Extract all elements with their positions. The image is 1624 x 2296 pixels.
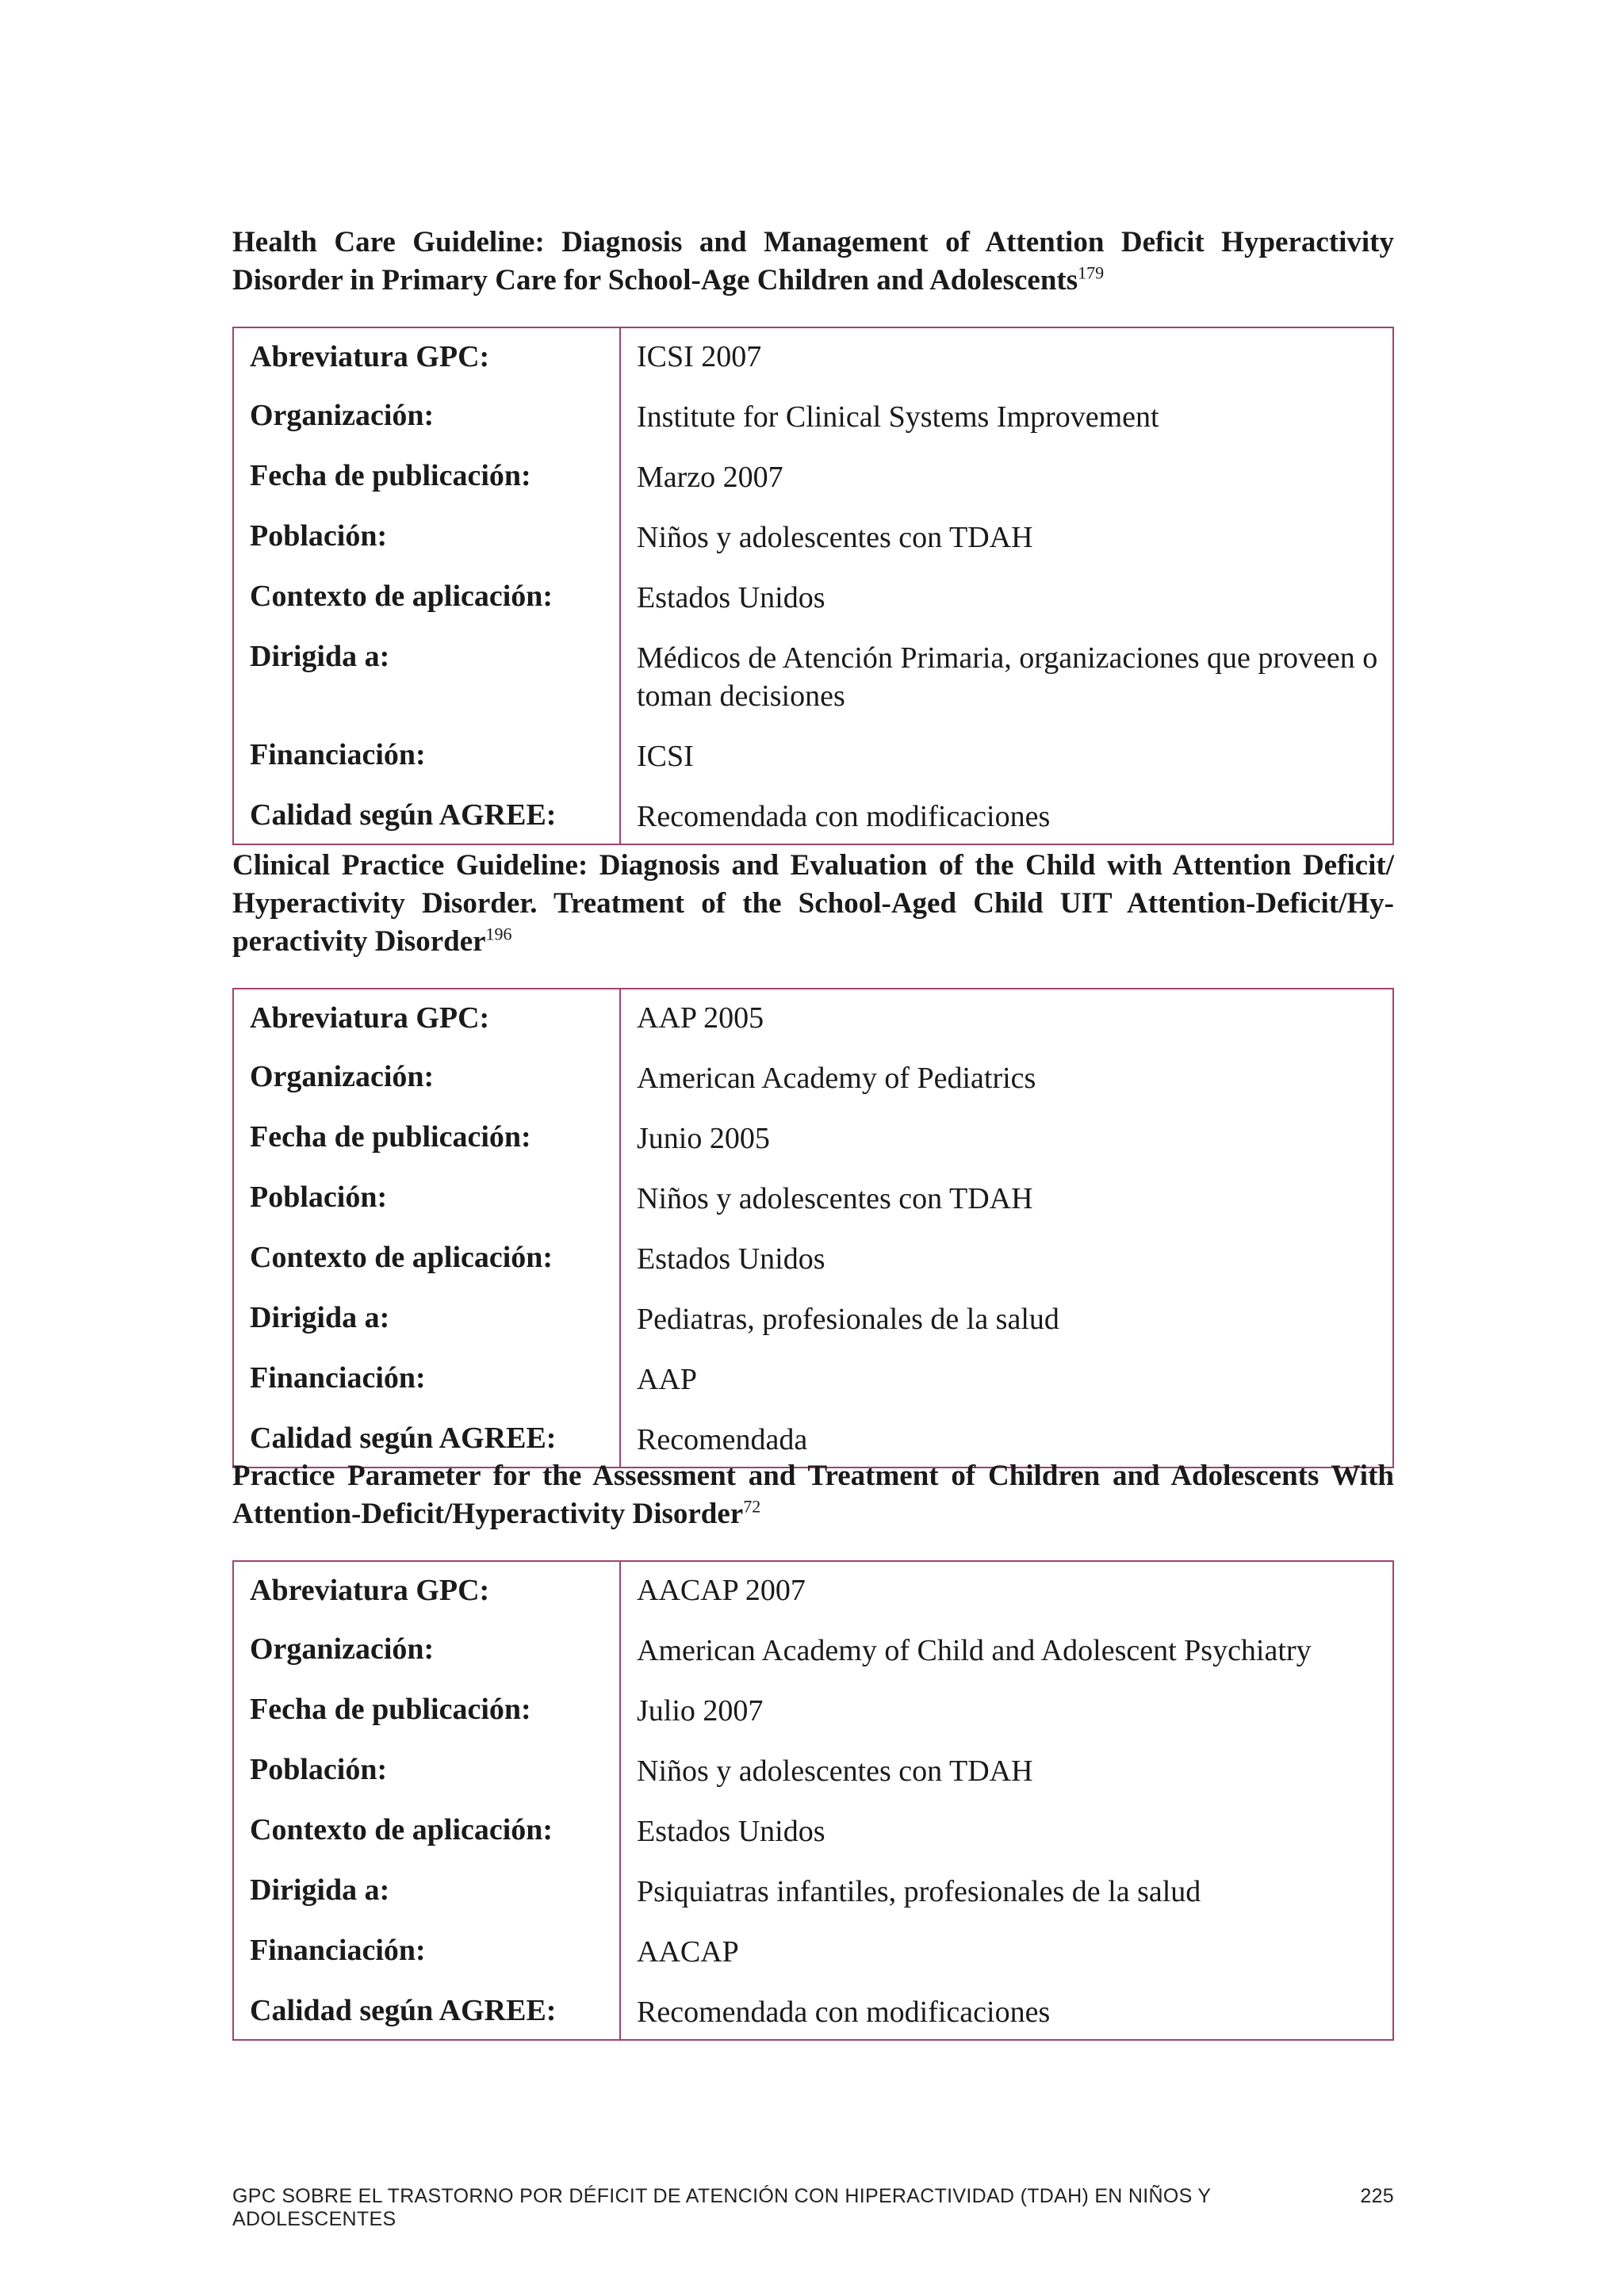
page-number: 225 (1360, 2185, 1394, 2207)
guideline-reference: 196 (485, 924, 512, 944)
row-value: Junio 2005 (637, 1122, 770, 1155)
guideline-title-1 (232, 224, 1394, 300)
row-value: Institute for Clinical Systems Improvement (637, 400, 1159, 434)
row-value: Marzo 2007 (637, 461, 783, 494)
guideline-reference: 179 (1078, 262, 1105, 283)
row-value: Niños y adolescentes con TDAH (637, 521, 1033, 554)
row-label: Organización: (233, 1621, 620, 1681)
guideline-title-text: Practice Parameter for the Assessment and Treatment of Children and Adolescents With Attention-Deficit/Hyperactivity Disorder (232, 1460, 1394, 1530)
row-label: Financiación: (233, 1349, 620, 1410)
row-label: Dirigida a: (233, 1862, 620, 1922)
row-value: Niños y adolescentes con TDAH (637, 1182, 1033, 1215)
row-value: American Academy of Pediatrics (637, 1062, 1036, 1095)
row-label: Fecha de publicación: (233, 447, 620, 507)
guideline-section-1 (232, 224, 1394, 833)
table-row (233, 1229, 1393, 1289)
row-value: ICSI (637, 740, 694, 773)
table-row (233, 1108, 1393, 1169)
row-label: Dirigida a: (233, 628, 620, 726)
row-label: Dirigida a: (233, 1289, 620, 1349)
table-row (233, 1741, 1393, 1801)
row-label: Calidad según AGREE: (233, 1410, 620, 1468)
table-row (233, 1349, 1393, 1410)
table-row (233, 786, 1393, 844)
guideline-section-2 (232, 847, 1394, 1456)
row-label: Población: (233, 1169, 620, 1229)
table-row (233, 1289, 1393, 1349)
row-value: ICSI 2007 (637, 340, 762, 373)
table-row (233, 1048, 1393, 1108)
row-value: Recomendada con modificaciones (637, 1996, 1051, 2029)
row-label: Abreviatura GPC: (233, 1561, 620, 1621)
row-label: Contexto de aplicación: (233, 568, 620, 628)
row-label: Fecha de publicación: (233, 1681, 620, 1741)
row-value: AAP 2005 (637, 1001, 764, 1035)
table-row (233, 507, 1393, 568)
row-label: Organización: (233, 387, 620, 447)
row-value: Recomendada (637, 1423, 808, 1456)
footer-running-title: GPC SOBRE EL TRASTORNO POR DÉFICIT DE ATENCIÓN CON HIPERACTIVIDAD (TDAH) EN NIÑOS Y ADOLESCENTES (232, 2185, 1211, 2230)
table-row (233, 1561, 1393, 1621)
table-row (233, 568, 1393, 628)
table-row (233, 989, 1393, 1048)
row-label: Calidad según AGREE: (233, 1982, 620, 2040)
guideline-table-3 (232, 1560, 1394, 2041)
table-row (233, 1169, 1393, 1229)
guideline-title-2 (232, 847, 1394, 961)
row-value: Estados Unidos (637, 581, 825, 614)
table-row (233, 1801, 1393, 1862)
row-value: Estados Unidos (637, 1242, 825, 1276)
guideline-table-2 (232, 988, 1394, 1468)
guideline-title-text: Clinical Practice Guideline: Diagnosis and Evaluation of the Child with Attention Deficit/ Hyperactivity Disorder. Treatment of the School-Aged Child UIT Attention-Deficit/Hy-peractivity Disorder (232, 849, 1394, 958)
row-label: Financiación: (233, 726, 620, 786)
table-row (233, 1621, 1393, 1681)
guideline-title-text: Health Care Guideline: Diagnosis and Management of Attention Deficit Hyperactivity Disorder in Primary Care for School-Age Children and Adolescents (232, 226, 1394, 297)
guideline-reference: 72 (743, 1496, 761, 1517)
row-value: AAP (637, 1363, 698, 1396)
table-row (233, 447, 1393, 507)
guideline-table-1 (232, 327, 1394, 845)
row-label: Contexto de aplicación: (233, 1801, 620, 1862)
table-row (233, 1862, 1393, 1922)
table-row (233, 1681, 1393, 1741)
row-value: Psiquiatras infantiles, profesionales de la salud (637, 1875, 1201, 1908)
row-value: American Academy of Child and Adolescent Psychiatry (637, 1634, 1312, 1667)
row-value: Recomendada con modificaciones (637, 800, 1051, 833)
row-value: AACAP 2007 (637, 1574, 806, 1607)
table-row (233, 726, 1393, 786)
row-value: AACAP (637, 1935, 739, 1969)
row-label: Financiación: (233, 1922, 620, 1982)
row-label: Abreviatura GPC: (233, 327, 620, 387)
guideline-section-3 (232, 1457, 1394, 2029)
row-value: Julio 2007 (637, 1694, 764, 1728)
table-row (233, 1982, 1393, 2040)
page-footer (232, 2185, 1394, 2231)
table-row (233, 1922, 1393, 1982)
table-row (233, 628, 1393, 726)
row-label: Calidad según AGREE: (233, 786, 620, 844)
row-value: Estados Unidos (637, 1815, 825, 1848)
guideline-title-3 (232, 1457, 1394, 1533)
row-value: Médicos de Atención Primaria, organizaciones que proveen o toman decisiones (637, 641, 1378, 713)
row-label: Organización: (233, 1048, 620, 1108)
row-label: Contexto de aplicación: (233, 1229, 620, 1289)
table-row (233, 387, 1393, 447)
row-label: Población: (233, 507, 620, 568)
table-row (233, 327, 1393, 387)
row-label: Abreviatura GPC: (233, 989, 620, 1048)
row-value: Niños y adolescentes con TDAH (637, 1755, 1033, 1788)
row-label: Fecha de publicación: (233, 1108, 620, 1169)
row-value: Pediatras, profesionales de la salud (637, 1303, 1059, 1336)
row-label: Población: (233, 1741, 620, 1801)
